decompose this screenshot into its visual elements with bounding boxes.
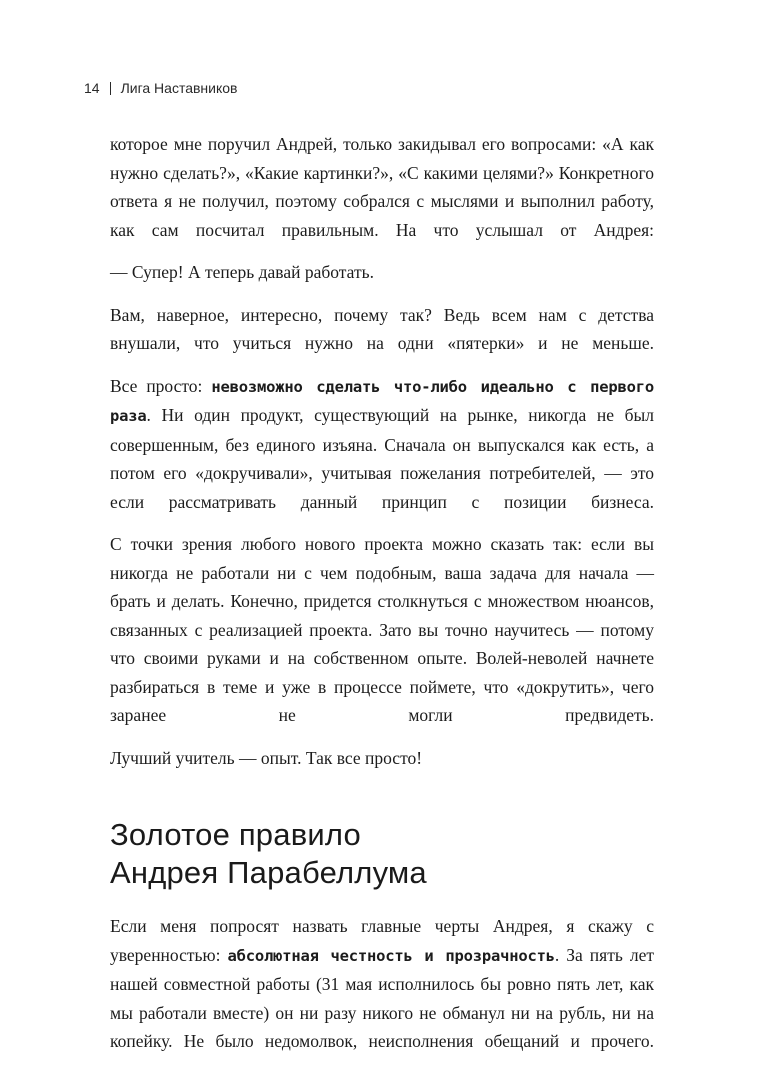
section-heading xyxy=(110,816,654,892)
dialogue-line: — Супер! А теперь давай работать. xyxy=(110,262,374,282)
bold-emphasis: невозможно сделать что-либо идеально с первого раза xyxy=(110,377,655,425)
page-body xyxy=(110,130,654,1070)
header-divider xyxy=(110,82,111,95)
paragraph: Вам, наверное, интересно, почему так? Ведь всем нам с детства внушали, что учиться нужно на одни «пятерки» и не меньше. xyxy=(110,304,654,353)
running-header xyxy=(84,80,238,96)
paragraph-text: . Ни один продукт, существующий на рынке, никогда не был совершенным, без единого изъяна. Сначала он выпускался как есть, а потом его «докручивали», учитывая пожелания потребителей, — это если рассматривать данный принцип с позиции бизнеса. xyxy=(110,405,654,512)
paragraph-text: . За пять лет нашей совместной работы (31 мая исполнилось бы ровно пять лет, как мы работали вместе) он ни разу никого не обманул ни на рубль, ни на копейку. Не было недомолвок, неисполнения обещаний и прочего. xyxy=(110,944,654,1051)
page-number: 14 xyxy=(84,80,100,96)
paragraph xyxy=(110,912,654,1056)
bold-emphasis: абсолютная честность и прозрачность xyxy=(227,946,555,965)
running-title: Лига Наставников xyxy=(120,80,238,96)
paragraph: С точки зрения любого нового проекта можно сказать так: если вы никогда не работали ни с чем подобным, ваша задача для начала — брать и делать. Конечно, придется столкнуться с множеством нюансов, связанных с реализацией проекта. Зато вы точно научитесь — потому что своими руками и на собственном опыте. Волей-неволей начнете разбираться в теме и уже в процессе поймете, что «докрутить», чего заранее не могли предвидеть. xyxy=(110,534,654,725)
paragraph xyxy=(110,372,654,517)
paragraph-text: Если меня попросят назвать главные черты Андрея, я скажу с уверенностью: xyxy=(110,916,654,965)
section-heading-line1: Золотое правило xyxy=(110,817,361,852)
paragraph: которое мне поручил Андрей, только закидывал его вопросами: «А как нужно сделать?», «Какие картинки?», «С какими целями?» Конкретного ответа я не получил, поэтому собрался с мыслями и выполнил работу, как сам посчитал правильным. На что услышал от Андрея: xyxy=(110,134,654,240)
paragraph-text: Все просто: xyxy=(110,375,212,396)
section-heading-line2: Андрея Парабеллума xyxy=(110,855,427,890)
paragraph: Лучший учитель — опыт. Так все просто! xyxy=(110,747,423,768)
